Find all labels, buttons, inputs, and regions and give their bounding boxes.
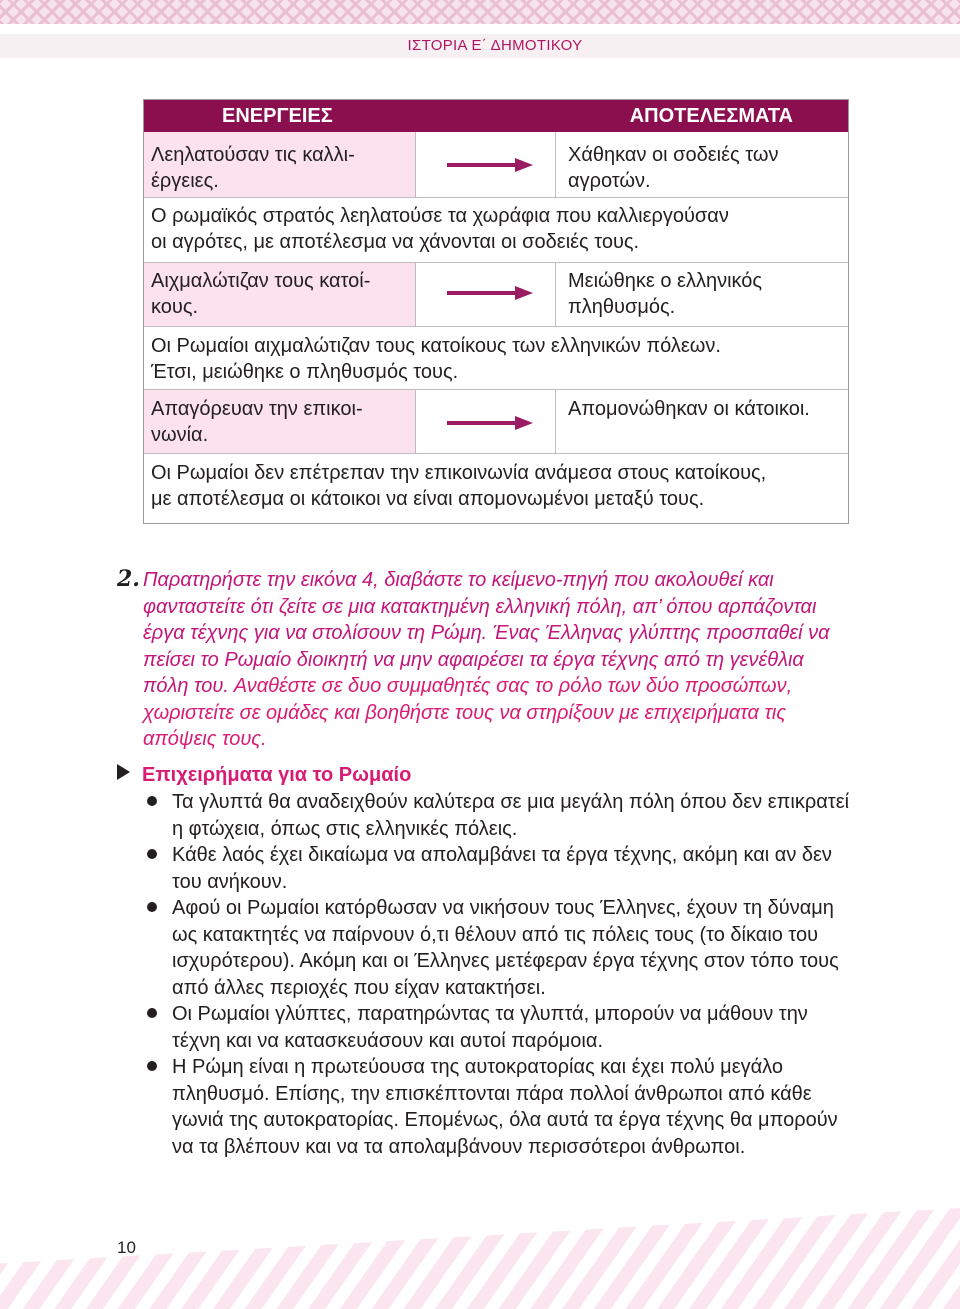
action-line: Απαγόρευαν την επικοι- <box>151 398 363 420</box>
table-row-result <box>568 142 778 194</box>
table-header <box>144 100 848 132</box>
list-item <box>142 895 854 1001</box>
divider <box>144 453 848 454</box>
result-line: Μειώθηκε ο ελληνικός <box>568 270 763 292</box>
result-line: πληθυσμός. <box>568 296 676 318</box>
action-line: νωνία. <box>151 424 209 446</box>
table-row-action <box>151 396 363 448</box>
bullet-dot-icon <box>147 1061 157 1071</box>
explanation-line: με αποτέλεσμα οι κάτοικοι να είναι απομονωμένοι μεταξύ τους. <box>151 488 705 510</box>
result-line: Απομονώθηκαν οι κάτοικοι. <box>568 398 810 420</box>
action-line: Αιχμαλώτιζαν τους κατοί- <box>151 270 371 292</box>
top-border-decoration <box>0 0 960 24</box>
explanation-line: Οι Ρωμαίοι αιχμαλώτιζαν τους κατοίκους των ελληνικών πόλεων. <box>151 335 721 357</box>
running-header: ΙΣΤΟΡΙΑ Ε΄ ΔΗΜΟΤΙΚΟΥ <box>407 37 583 54</box>
right-arrow-icon <box>447 416 533 430</box>
list-item-text: Η Ρώμη είναι η πρωτεύουσα της αυτοκρατορίας και έχει πολύ μεγάλο πληθυσμό. Επίσης, την επισκέπτονται πάρα πολλοί άνθρωποι από κάθε γωνιά της αυτοκρατορίας. Επομένως, όλα αυτά τα έργα τέχνης θα μπορούν να τα βλέπουν και να τα απολαμβάνουν περισσότεροι άνθρωποι. <box>172 1056 838 1158</box>
table-row-result <box>568 396 810 422</box>
list-item <box>142 1054 854 1160</box>
explanation-line: οι αγρότες, με αποτέλεσμα να χάνονται οι σοδειές τους. <box>151 231 640 253</box>
bullet-dot-icon <box>147 796 157 806</box>
arguments-list <box>142 789 854 1160</box>
arguments-heading-text: Επιχειρήματα για το Ρωμαίο <box>142 764 412 786</box>
list-item <box>142 842 854 895</box>
table-row-action <box>151 142 355 194</box>
arguments-heading <box>117 764 411 787</box>
list-item-text: Τα γλυπτά θα αναδειχθούν καλύτερα σε μια μεγάλη πόλη όπου δεν επικρατεί η φτώχεια, όπως στις ελληνικές πόλεις. <box>172 791 850 840</box>
list-item <box>142 789 854 842</box>
bullet-dot-icon <box>147 1008 157 1018</box>
activity-number: 2. <box>117 566 140 592</box>
table-row-explanation <box>151 460 841 512</box>
explanation-line: Ο ρωμαϊκός στρατός λεηλατούσε τα χωράφια που καλλιεργούσαν <box>151 205 729 227</box>
list-item-text: Κάθε λαός έχει δικαίωμα να απολαμβάνει τα έργα τέχνης, ακόμη και αν δεν του ανήκουν. <box>172 844 832 893</box>
table-row-result <box>568 268 762 320</box>
bullet-dot-icon <box>147 849 157 859</box>
list-item-text: Αφού οι Ρωμαίοι κατόρθωσαν να νικήσουν τους Έλληνες, έχουν τη δύναμη ως κατακτητές να παίρνουν ό,τι θέλουν από τις πόλεις τους (το δίκαιο του ισχυρότερου). Ακόμη και οι Έλληνες μετέφεραν έργα τέχνης στον τόπο τους από άλλες περιοχές που είχαν κατακτήσει. <box>172 897 839 999</box>
list-item <box>142 1001 854 1054</box>
col-header-results: ΑΠΟΤΕΛΕΣΜΑΤΑ <box>629 105 793 127</box>
triangle-bullet-icon <box>117 764 130 780</box>
list-item-text: Οι Ρωμαίοι γλύπτες, παρατηρώντας τα γλυπτά, μπορούν να μάθουν την τέχνη και να κατασκευάσουν και αυτοί παρόμοια. <box>172 1003 808 1052</box>
right-arrow-icon <box>447 286 533 300</box>
right-arrow-icon <box>447 158 533 172</box>
activity-instructions <box>143 567 853 753</box>
table-row-action <box>151 268 370 320</box>
bullet-dot-icon <box>147 902 157 912</box>
result-line: αγροτών. <box>568 170 651 192</box>
explanation-line: Έτσι, μειώθηκε ο πληθυσμός τους. <box>151 361 459 383</box>
result-line: Χάθηκαν οι σοδειές των <box>568 144 779 166</box>
action-line: έργειες. <box>151 170 219 192</box>
table-row-explanation <box>151 333 841 385</box>
actions-results-table <box>143 99 849 524</box>
col-header-actions: ΕΝΕΡΓΕΙΕΣ <box>222 105 333 127</box>
activity-text-main: Παρατηρήστε την εικόνα 4, διαβάστε το κείμενο-πηγή που ακολουθεί και φανταστείτε ότι ζείτε σε μια κατακτημένη ελληνική πόλη, απ’ όπου αρπάζονται έργα τέχνης για να στολίσουν τη Ρώμη. Ένας Έλληνας γλύπτης προσπαθεί να πείσει το Ρωμαίο διοικητή να μην αφαιρέσει τα έργα τέχνης από τη γενέθλια πόλη του. <box>143 569 830 697</box>
table-row-explanation <box>151 203 841 255</box>
action-line: κους. <box>151 296 199 318</box>
divider <box>144 326 848 327</box>
bottom-stripe-decoration <box>0 1208 960 1309</box>
activity-text-tail: Αναθέστε σε δυο συμμαθητές σας το ρόλο των δύο προσώπων, χωριστείτε σε ομάδες και βοηθήστε τους να στηρίξουν με επιχειρήματα τις απόψεις τους. <box>143 675 793 750</box>
page-number: 10 <box>117 1238 136 1257</box>
action-line: Λεηλατούσαν τις καλλι- <box>151 144 355 166</box>
explanation-line: Οι Ρωμαίοι δεν επέτρεπαν την επικοινωνία ανάμεσα στους κατοίκους, <box>151 462 767 484</box>
